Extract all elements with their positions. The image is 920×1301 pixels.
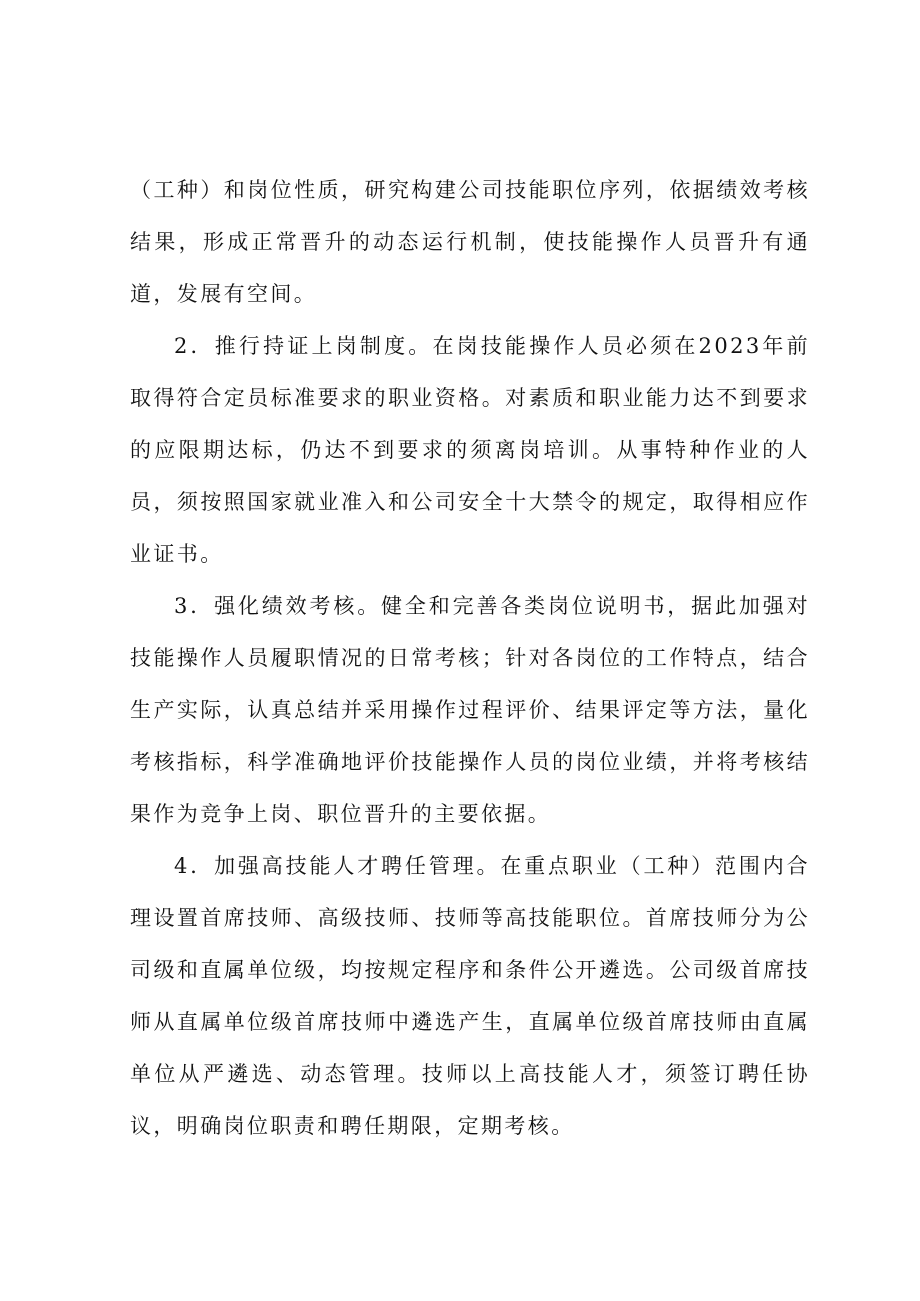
- paragraph-item-2: 2．推行持证上岗制度。在岗技能操作人员必须在2023年前取得符合定员标准要求的职业资格。对素质和职业能力达不到要求的应限期达标，仍达不到要求的须离岗培训。从事特种作业的人员，须按照国家就业准入和公司安全十大禁令的规定，取得相应作业证书。: [130, 334, 810, 566]
- paragraph-item-3: 3．强化绩效考核。健全和完善各类岗位说明书，据此加强对技能操作人员履职情况的日常考核；针对各岗位的工作特点，结合生产实际，认真总结并采用操作过程评价、结果评定等方法，量化考核指标，科学准确地评价技能操作人员的岗位业绩，并将考核结果作为竞争上岗、职位晋升的主要依据。: [130, 594, 810, 826]
- paragraph-continuation: （工种）和岗位性质，研究构建公司技能职位序列，依据绩效考核结果，形成正常晋升的动态运行机制，使技能操作人员晋升有通道，发展有空间。: [130, 178, 810, 306]
- document-body: [130, 164, 810, 1152]
- paragraph-item-4: 4．加强高技能人才聘任管理。在重点职业（工种）范围内合理设置首席技师、高级技师、技师等高技能职位。首席技师分为公司级和直属单位级，均按规定程序和条件公开遴选。公司级首席技师从直属单位级首席技师中遴选产生，直属单位级首席技师由直属单位从严遴选、动态管理。技师以上高技能人才，须签订聘任协议，明确岗位职责和聘任期限，定期考核。: [130, 854, 810, 1138]
